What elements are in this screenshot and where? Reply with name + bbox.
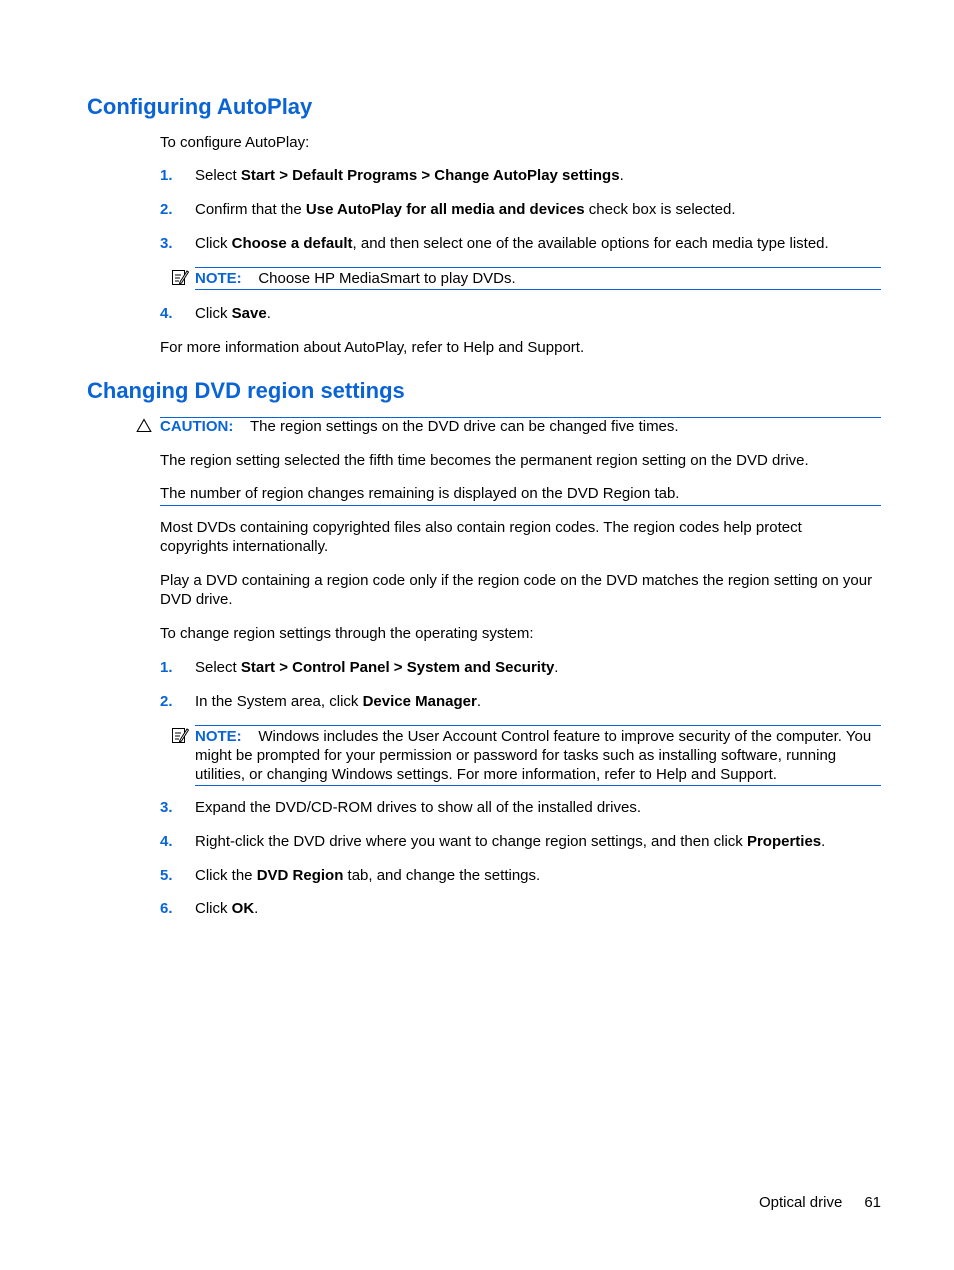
step-number: 1.	[160, 167, 173, 184]
caution-line	[160, 417, 679, 436]
step-number: 4.	[160, 833, 173, 850]
note-text: Choose HP MediaSmart to play DVDs.	[258, 270, 516, 287]
step-number: 3.	[160, 235, 173, 252]
step-text: Select Start > Default Programs > Change AutoPlay settings.	[195, 167, 624, 184]
autoplay-outro: For more information about AutoPlay, refer to Help and Support.	[160, 339, 585, 356]
step-text: Click Save.	[195, 305, 271, 322]
region-codes-paragraph: Most DVDs containing copyrighted files also contain region codes. The region codes help protect copyrights internationally.	[160, 519, 802, 555]
step-text: Confirm that the Use AutoPlay for all media and devices check box is selected.	[195, 201, 736, 218]
step-text: Click Choose a default, and then select one of the available options for each media type listed.	[195, 235, 829, 252]
page-footer	[759, 1193, 881, 1212]
step-text: Click the DVD Region tab, and change the settings.	[195, 867, 541, 884]
step-number: 5.	[160, 867, 173, 884]
region-intro: To change region settings through the operating system:	[160, 625, 534, 642]
autoplay-intro: To configure AutoPlay:	[160, 134, 310, 151]
step-number: 4.	[160, 305, 173, 322]
section-title-autoplay: Configuring AutoPlay	[87, 94, 313, 119]
step-number: 2.	[160, 693, 173, 710]
step-number: 1.	[160, 659, 173, 676]
caution-text-3: The number of region changes remaining is displayed on the DVD Region tab.	[160, 485, 680, 502]
note-label: NOTE:	[195, 270, 242, 287]
section-title-dvd-region: Changing DVD region settings	[87, 378, 405, 403]
step-text: Right-click the DVD drive where you want to change region settings, and then click Properties.	[195, 833, 826, 850]
step-text: Expand the DVD/CD-ROM drives to show all of the installed drives.	[195, 799, 642, 816]
note-text: Windows includes the User Account Control feature to improve security of the computer. You might be prompted for your permission or password for tasks such as installing software, running utilities, or changing Windows settings. For more information, refer to Help and Support.	[195, 728, 872, 783]
note-box	[195, 725, 881, 786]
footer-section-name: Optical drive	[758, 1194, 843, 1211]
caution-text-2: The region setting selected the fifth time becomes the permanent region setting on the DVD drive.	[160, 452, 809, 469]
step-text: Select Start > Control Panel > System and Security.	[195, 659, 559, 676]
step-number: 2.	[160, 201, 173, 218]
caution-triangle-icon	[136, 418, 152, 433]
caution-label: CAUTION:	[160, 418, 234, 435]
note-icon	[171, 726, 189, 744]
note-label: NOTE:	[195, 728, 242, 745]
page-number: 61	[864, 1194, 881, 1211]
caution-text: The region settings on the DVD drive can be changed five times.	[250, 418, 679, 435]
step-number: 6.	[160, 900, 173, 917]
step-text: In the System area, click Device Manager.	[195, 693, 481, 710]
note-box	[195, 267, 881, 290]
region-match-paragraph: Play a DVD containing a region code only if the region code on the DVD matches the region setting on your DVD drive.	[160, 572, 873, 608]
note-icon	[171, 268, 189, 286]
step-text: Click OK.	[195, 900, 259, 917]
step-number: 3.	[160, 799, 173, 816]
